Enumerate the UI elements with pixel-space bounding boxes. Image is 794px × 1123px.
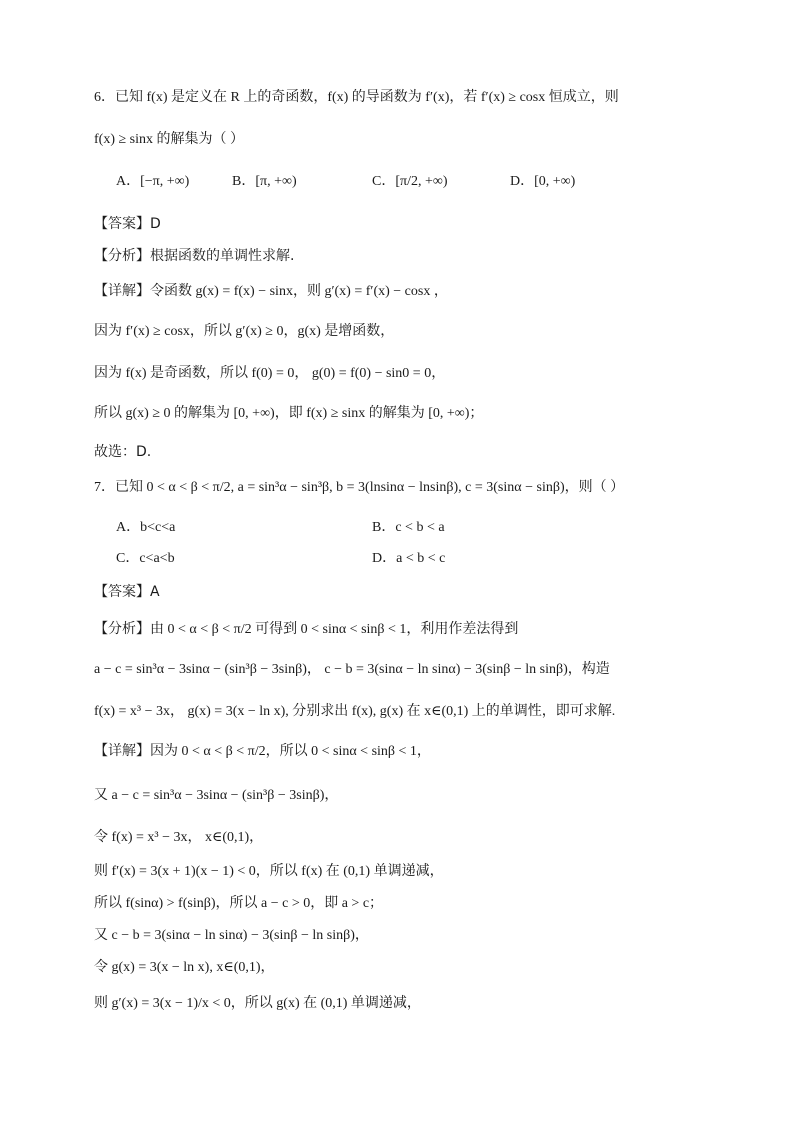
q7-answer: 【答案】A	[94, 584, 160, 600]
q7-option-c	[116, 549, 175, 569]
q7-detail-line-2: 又 a − c = sin³α − 3sinα − (sin³β − 3sinβ)，	[94, 788, 339, 803]
q7-stem: 7．已知 0 < α < β < π/2, a = sin³α − sin³β, b = 3(lnsinα − lnsinβ), c = 3(sinα − sinβ)，则（ ）	[94, 480, 625, 495]
q6-choose: 故选：D.	[94, 444, 152, 460]
option-text: [0, +∞)	[534, 174, 576, 189]
q7-detail-line-6: 又 c − b = 3(sinα − ln sinα) − 3(sinβ − ln sinβ)，	[94, 928, 369, 943]
option-text: [−π, +∞)	[140, 174, 190, 189]
q6-option-c	[372, 172, 448, 192]
q6-stem-line-1: 6．已知 f(x) 是定义在 R 上的奇函数，f(x) 的导函数为 f′(x)，若 f′(x) ≥ cosx 恒成立，则	[94, 90, 619, 105]
option-label: A．	[116, 174, 141, 189]
q7-analysis-line-2: a − c = sin³α − 3sinα − (sin³β − 3sinβ)， c − b = 3(sinα − ln sinα) − 3(sinβ − ln sinβ)，构造	[94, 662, 610, 677]
q7-detail-line-3: 令 f(x) = x³ − 3x， x∈(0,1)，	[94, 830, 264, 845]
option-text: [π, +∞)	[255, 174, 297, 189]
q6-answer: 【答案】D	[94, 216, 161, 232]
q7-detail-line-5: 所以 f(sinα) > f(sinβ)，所以 a − c > 0，即 a > c；	[94, 896, 384, 911]
q7-detail-line-7: 令 g(x) = 3(x − ln x), x∈(0,1)，	[94, 960, 275, 975]
option-label: B．	[232, 174, 256, 189]
q6-detail-line-4: 所以 g(x) ≥ 0 的解集为 [0, +∞)，即 f(x) ≥ sinx 的解集为 [0, +∞)；	[94, 406, 484, 421]
q6-option-d	[510, 172, 575, 192]
option-text: c < b < a	[395, 520, 445, 535]
option-label: C．	[372, 174, 396, 189]
option-text: c<a<b	[139, 551, 175, 566]
option-label: B．	[372, 520, 396, 535]
q6-analysis: 【分析】根据函数的单调性求解.	[94, 248, 295, 264]
q7-option-b	[372, 518, 445, 538]
q6-detail-line-3: 因为 f(x) 是奇函数，所以 f(0) = 0， g(0) = f(0) − sin0 = 0，	[94, 366, 446, 381]
q7-option-d	[372, 549, 445, 569]
q6-detail-line-1: 【详解】令函数 g(x) = f(x) − sinx，则 g′(x) = f′(x) − cosx ，	[94, 284, 448, 299]
option-label: C．	[116, 551, 140, 566]
option-text: b<c<a	[140, 520, 176, 535]
q7-detail-line-4: 则 f′(x) = 3(x + 1)(x − 1) < 0，所以 f(x) 在 (0,1) 单调递减，	[94, 864, 444, 879]
q6-detail-line-2: 因为 f′(x) ≥ cosx，所以 g′(x) ≥ 0，g(x) 是增函数，	[94, 324, 395, 339]
option-text: a < b < c	[396, 551, 446, 566]
q7-analysis-line-1: 【分析】由 0 < α < β < π/2 可得到 0 < sinα < sinβ < 1，利用作差法得到	[94, 622, 519, 637]
q6-option-b	[232, 172, 297, 192]
q7-analysis-line-3: f(x) = x³ − 3x， g(x) = 3(x − ln x), 分别求出 f(x), g(x) 在 x∈(0,1) 上的单调性，即可求解.	[94, 704, 616, 719]
option-text: [π/2, +∞)	[395, 174, 448, 189]
option-label: A．	[116, 520, 141, 535]
q7-detail-line-1: 【详解】因为 0 < α < β < π/2，所以 0 < sinα < sinβ < 1，	[94, 744, 431, 759]
q7-detail-line-8: 则 g′(x) = 3(x − 1)/x < 0，所以 g(x) 在 (0,1) 单调递减，	[94, 996, 421, 1011]
option-label: D．	[372, 551, 397, 566]
q6-option-a	[116, 172, 189, 192]
option-label: D．	[510, 174, 535, 189]
q7-option-a	[116, 518, 175, 538]
q6-stem-line-2: f(x) ≥ sinx 的解集为（ ）	[94, 132, 245, 147]
